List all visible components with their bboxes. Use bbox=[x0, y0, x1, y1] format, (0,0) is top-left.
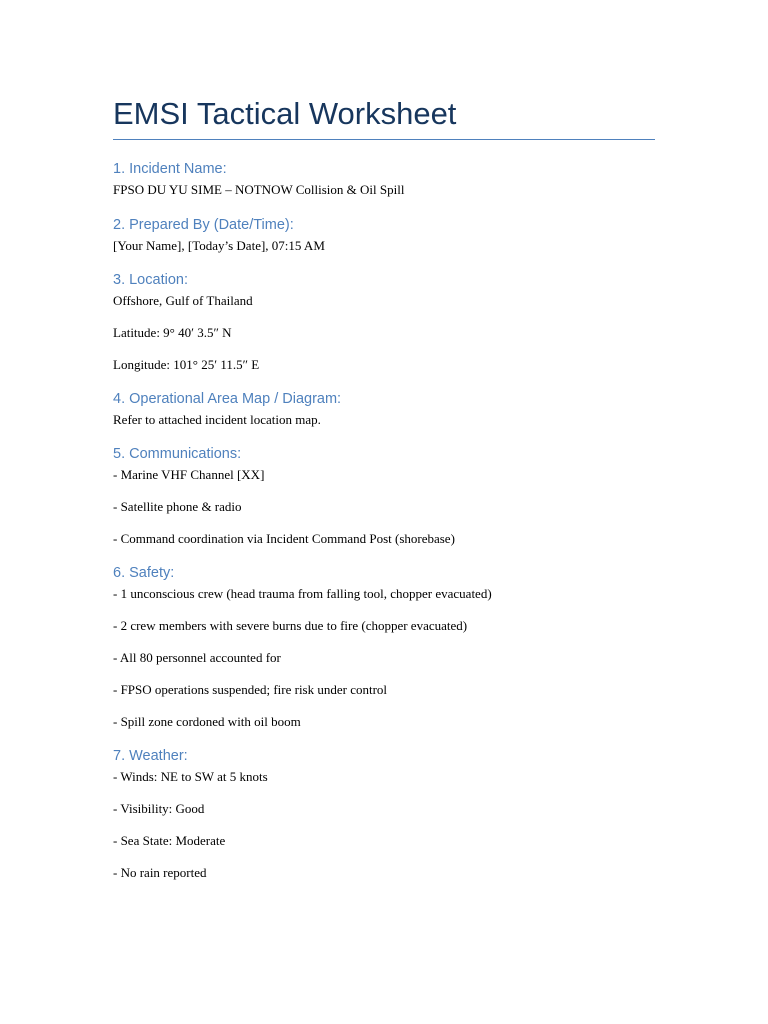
section-line: - Sea State: Moderate bbox=[113, 833, 226, 848]
section-safety bbox=[113, 564, 655, 730]
section-line: - FPSO operations suspended; fire risk under control bbox=[113, 682, 388, 697]
section-line: - All 80 personnel accounted for bbox=[113, 650, 281, 665]
section-line: Latitude: 9° 40′ 3.5″ N bbox=[113, 325, 232, 340]
section-heading: 7. Weather: bbox=[113, 748, 188, 764]
section-incident-name bbox=[113, 160, 655, 198]
section-location bbox=[113, 271, 655, 373]
section-operational-area bbox=[113, 390, 655, 428]
section-line: Refer to attached incident location map. bbox=[113, 412, 321, 427]
document-page bbox=[113, 96, 655, 881]
section-line: - Command coordination via Incident Command Post (shorebase) bbox=[113, 531, 455, 546]
section-line: - 1 unconscious crew (head trauma from falling tool, chopper evacuated) bbox=[113, 586, 492, 601]
section-heading: 5. Communications: bbox=[113, 446, 242, 462]
section-line: - Satellite phone & radio bbox=[113, 499, 242, 514]
section-heading: 3. Location: bbox=[113, 272, 188, 288]
section-line: [Your Name], [Today’s Date], 07:15 AM bbox=[113, 238, 325, 253]
section-line: FPSO DU YU SIME – NOTNOW Collision & Oil Spill bbox=[113, 182, 405, 197]
section-line: - Visibility: Good bbox=[113, 801, 205, 816]
section-heading: 2. Prepared By (Date/Time): bbox=[113, 217, 294, 233]
section-heading: 6. Safety: bbox=[113, 565, 175, 581]
section-prepared-by bbox=[113, 216, 655, 254]
section-line: - 2 crew members with severe burns due to fire (chopper evacuated) bbox=[113, 618, 468, 633]
section-heading: 4. Operational Area Map / Diagram: bbox=[113, 391, 342, 407]
section-line: - Marine VHF Channel [XX] bbox=[113, 467, 265, 482]
section-line: - Spill zone cordoned with oil boom bbox=[113, 714, 301, 729]
section-line: - Winds: NE to SW at 5 knots bbox=[113, 769, 268, 784]
section-line: Offshore, Gulf of Thailand bbox=[113, 293, 253, 308]
section-line: Longitude: 101° 25′ 11.5″ E bbox=[113, 357, 260, 372]
document-title: EMSI Tactical Worksheet bbox=[113, 96, 655, 140]
section-communications bbox=[113, 445, 655, 547]
section-line: - No rain reported bbox=[113, 865, 207, 880]
section-heading: 1. Incident Name: bbox=[113, 161, 227, 177]
section-weather bbox=[113, 747, 655, 881]
